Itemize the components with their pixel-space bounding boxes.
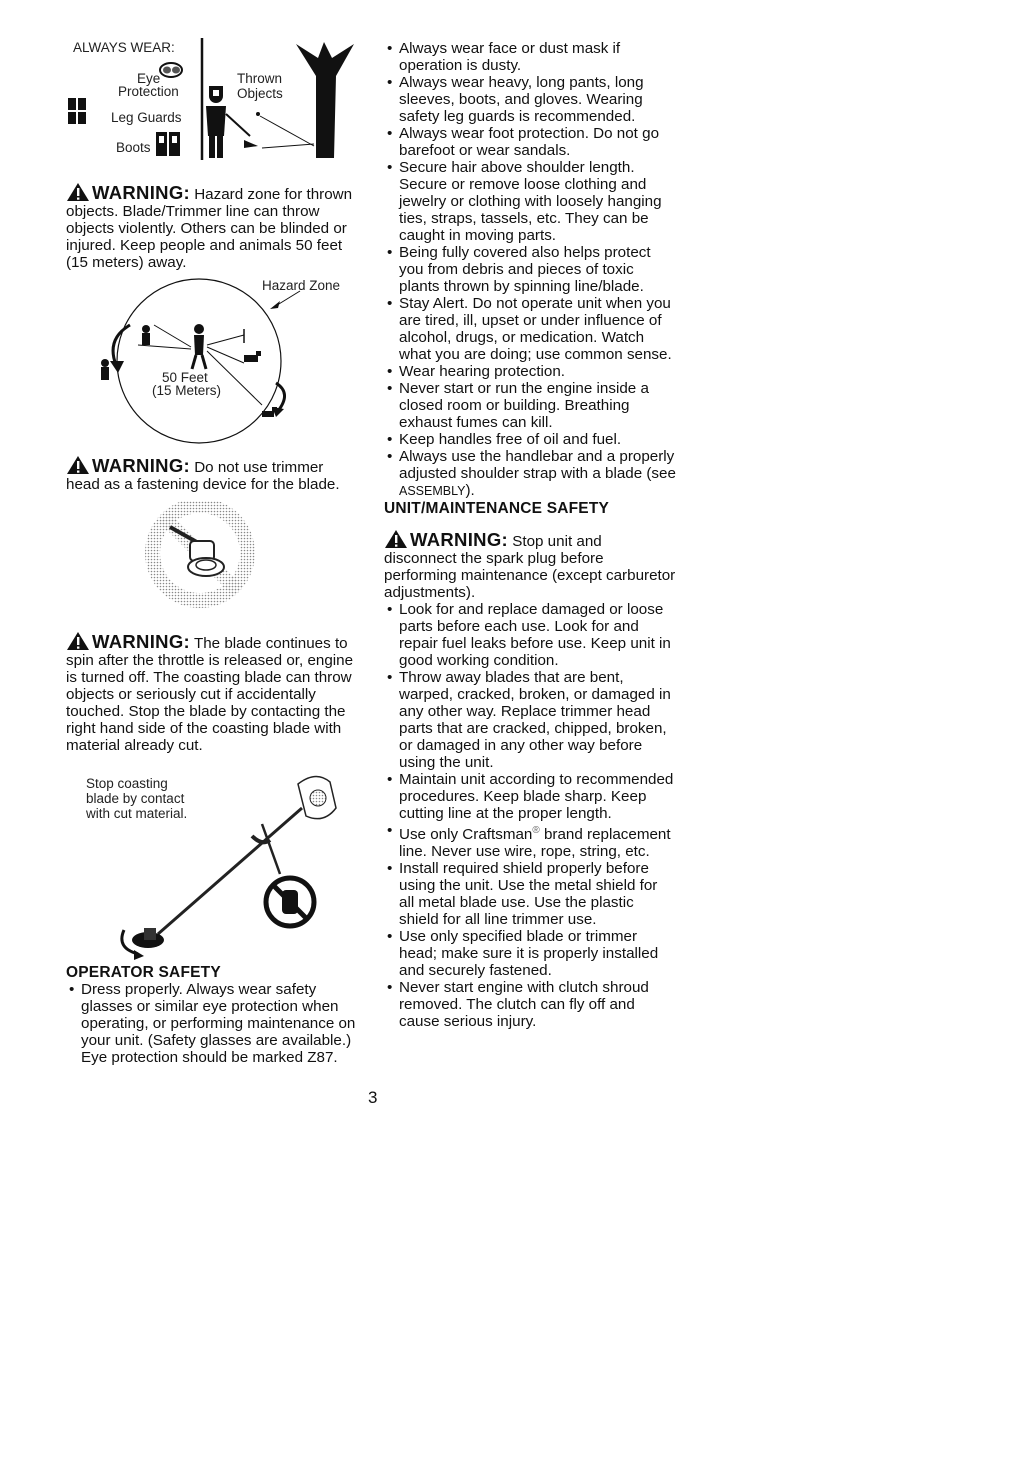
list-item: • Stay Alert. Do not operate unit when you are tired, ill, upset or under influence of alcohol, drugs, or medication. Watch what you are doing; use common sense. bbox=[384, 295, 676, 363]
unit-maintenance-safety-heading: UNIT/MAINTENANCE SAFETY bbox=[384, 500, 610, 517]
left-column bbox=[66, 36, 356, 1066]
warning-triangle-icon bbox=[66, 182, 90, 202]
maintenance-safety-list bbox=[384, 601, 676, 1030]
list-item: • Always wear face or dust mask if operation is dusty. bbox=[384, 40, 676, 74]
list-item: • Wear hearing protection. bbox=[384, 363, 676, 380]
boots-label: Boots bbox=[116, 140, 151, 155]
list-item: • Secure hair above shoulder length. Secure or remove loose clothing and jewelry or clothing with loosely hanging ties, straps, tassels, etc. They can be caught in moving parts. bbox=[384, 159, 676, 244]
always-wear-label: ALWAYS WEAR: bbox=[73, 40, 175, 55]
no-fastening-figure bbox=[66, 501, 356, 621]
warning-coasting-blade bbox=[66, 631, 356, 754]
operator-figure-icon bbox=[206, 86, 258, 158]
fifty-feet-label: 50 Feet bbox=[162, 370, 208, 385]
leg-guards-label: Leg Guards bbox=[111, 110, 182, 125]
list-item: • Install required shield properly before using the unit. Use the metal shield for all metal blade use. Use the plastic shield for all line trimmer use. bbox=[384, 860, 676, 928]
warning-triangle-icon bbox=[66, 455, 90, 475]
warning-text: The blade continues to spin after the throttle is released or, engine is turned off. The coasting blade can throw objects or seriously cut if accidentally touched. Stop the blade by contacting the right hand side of the coasting blade with material already cut. bbox=[66, 635, 354, 754]
always-wear-figure bbox=[66, 36, 356, 168]
objects-label: Objects bbox=[237, 86, 283, 101]
warning-triangle-icon bbox=[384, 529, 408, 549]
protection-label: Protection bbox=[118, 84, 179, 99]
craftsman-text: Use only Craftsman bbox=[399, 826, 533, 844]
prohibited-trimmer-head-illustration bbox=[66, 501, 356, 621]
hazard-zone-figure bbox=[66, 277, 356, 447]
list-item bbox=[384, 822, 676, 860]
right-column bbox=[384, 40, 676, 1030]
brushcutter-illustration bbox=[66, 764, 356, 960]
warning-text: Hazard zone for thrown objects. Blade/Trimmer line can throw objects violently. Others can be blinded or injured. Keep people and animals 50 feet (15 meters) away. bbox=[66, 186, 353, 271]
hazard-zone-diagram bbox=[66, 277, 356, 447]
list-item: • Always wear foot protection. Do not go barefoot or wear sandals. bbox=[384, 125, 676, 159]
list-item: • Look for and replace damaged or loose parts before each use. Look for and repair fuel leaks before use. Keep unit in good working condition. bbox=[384, 601, 676, 669]
person-icon bbox=[142, 325, 150, 345]
list-item: • Being fully covered also helps protect you from debris and pieces of toxic plants thrown by spinning line/blade. bbox=[384, 244, 676, 295]
hazard-zone-label: Hazard Zone bbox=[262, 278, 341, 293]
list-item: • Never start engine with clutch shroud removed. The clutch can fly off and cause serious injury. bbox=[384, 979, 676, 1030]
list-item: • Use only specified blade or trimmer head; make sure it is properly installed and securely fastened. bbox=[384, 928, 676, 979]
warning-triangle-icon bbox=[66, 631, 90, 651]
list-item: • Keep handles free of oil and fuel. bbox=[384, 431, 676, 448]
warning-label: WARNING: bbox=[92, 455, 190, 476]
craftsman-text-end: brand replacement line. Never use wire, rope, string, etc. bbox=[399, 826, 671, 861]
list-item: • Dress properly. Always wear safety glasses or similar eye protection when operating, or performing maintenance on your unit. (Safety glasses are available.) Eye protection should be marked Z87. bbox=[66, 981, 356, 1066]
warning-hazard-zone bbox=[66, 182, 356, 271]
list-item: • Always wear heavy, long pants, long sleeves, boots, and gloves. Wearing safety leg guards is recommended. bbox=[384, 74, 676, 125]
warning-label: WARNING: bbox=[92, 182, 190, 203]
warning-text: Do not use trimmer head as a fastening device for the blade. bbox=[66, 459, 340, 493]
warning-maintenance bbox=[384, 529, 676, 601]
dog-icon bbox=[244, 351, 261, 362]
warning-fastening bbox=[66, 455, 356, 493]
assembly-reference: ASSEMBLY bbox=[399, 484, 466, 498]
registered-mark: ® bbox=[532, 825, 540, 836]
coasting-blade-figure bbox=[66, 764, 356, 960]
operator-safety-list-right bbox=[384, 40, 676, 500]
no-hand-icon bbox=[266, 878, 314, 926]
handlebar-text: Always use the handlebar and a properly adjusted shoulder strap with a blade (see bbox=[399, 448, 676, 482]
coast-line-2: blade by contact bbox=[86, 791, 185, 806]
leg-guards-icon bbox=[68, 98, 86, 124]
coast-line-1: Stop coasting bbox=[86, 776, 168, 791]
protective-gear-illustration bbox=[66, 36, 356, 168]
coast-line-3: with cut material. bbox=[86, 806, 188, 821]
list-item: • Maintain unit according to recommended procedures. Keep blade sharp. Keep cutting line at the proper length. bbox=[384, 771, 676, 822]
warning-label: WARNING: bbox=[410, 529, 508, 550]
handlebar-end: ). bbox=[465, 482, 475, 499]
person-running-icon bbox=[101, 359, 109, 380]
page-number: 3 bbox=[368, 1088, 378, 1107]
goggles-icon bbox=[160, 63, 182, 77]
operator-safety-list-left bbox=[66, 981, 356, 1066]
list-item bbox=[384, 448, 676, 500]
operator-safety-heading: OPERATOR SAFETY bbox=[66, 964, 221, 981]
boots-icon bbox=[156, 132, 180, 156]
eye-label: Eye bbox=[137, 71, 161, 86]
thrown-label: Thrown bbox=[237, 71, 283, 86]
fifteen-meters-label: (15 Meters) bbox=[152, 383, 222, 398]
warning-label: WARNING: bbox=[92, 631, 190, 652]
list-item: • Never start or run the engine inside a closed room or building. Breathing exhaust fumes can kill. bbox=[384, 380, 676, 431]
engine-icon bbox=[298, 776, 336, 818]
warning-text: Stop unit and disconnect the spark plug before performing maintenance (except carburetor adjustments). bbox=[384, 533, 676, 601]
list-item: • Throw away blades that are bent, warped, cracked, broken, or damaged in any other way. Replace trimmer head parts that are cracked, chipped, broken, or damaged in any other way before using the unit. bbox=[384, 669, 676, 771]
